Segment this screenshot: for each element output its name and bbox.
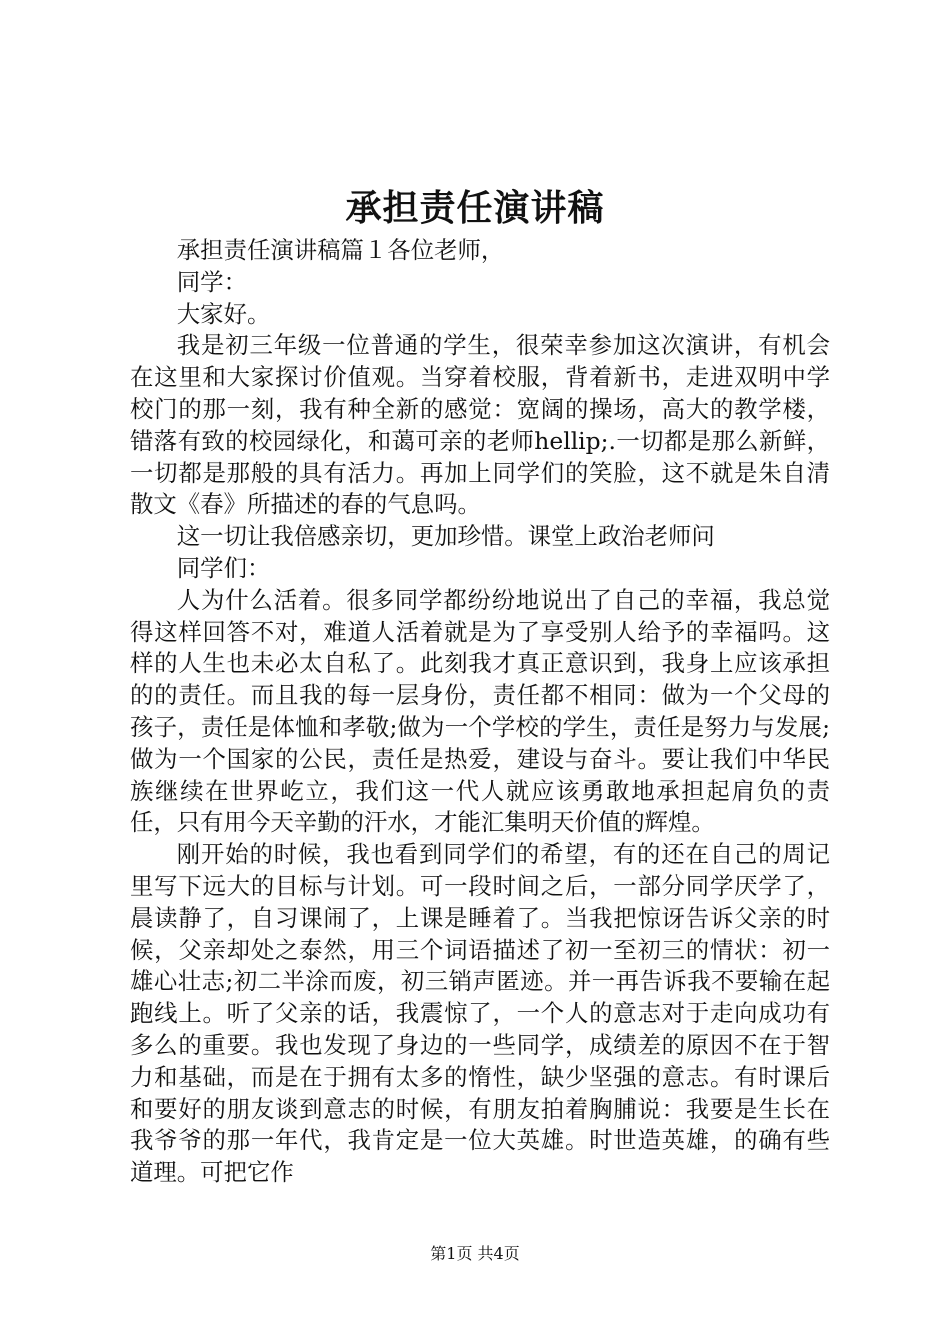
- paragraph: 这一切让我倍感亲切，更加珍惜。课堂上政治老师问: [176, 522, 715, 551]
- paragraph: 承担责任演讲稿篇１各位老师，: [176, 236, 505, 264]
- paragraph: 同学们：: [176, 553, 271, 582]
- page-number-footer: 第1页 共4页: [430, 1244, 520, 1263]
- paragraph: 刚开始的时候，我也看到同学们的希望，有的还在自己的周记里写下远大的目标与计划。可一段时间之后，一部分同学厌学了，晨读静了，自习课闹了，上课是睡着了。当我把惊讶告诉父亲的时候，父亲却处之泰然，用三个词语描述了初一至初三的情状：初一雄心壮志;初二半涂而废，初三销声匿迹。并一再告诉我不要输在起跑线上。听了父亲的话，我震惊了，一个人的意志对于走向成功有多么的重要。我也发现了身边的一些同学，成绩差的原因不在于智力和基础，而是在于拥有太多的惰性，缺少坚强的意志。有时课后和要好的朋友谈到意志的时候，有朋友拍着胸脯说：我要是生长在我爷爷的那一年代，我肯定是一位大英雄。时世造英雄，的确有些道理。可把它作: [130, 840, 830, 1187]
- paragraph: 我是初三年级一位普通的学生，很荣幸参加这次演讲，有机会在这里和大家探讨价值观。当穿着校服，背着新书，走进双明中学校门的那一刻，我有种全新的感觉：宽阔的操场，高大的教学楼，错落有致的校园绿化，和蔼可亲的老师hellip;.一切都是那么新鲜，一切都是那般的具有活力。再加上同学们的笑脸，这不就是朱自清散文《春》所描述的春的气息吗。: [130, 331, 830, 519]
- document-body: [130, 235, 830, 1189]
- paragraph: 人为什么活着。很多同学都纷纷地说出了自己的幸福，我总觉得这样回答不对，难道人活着就是为了享受别人给予的幸福吗。这样的人生也未必太自私了。此刻我才真正意识到，我身上应该承担的的责任。而且我的每一层身份，责任都不相同：做为一个父母的孩子，责任是体恤和孝敬;做为一个学校的学生，责任是努力与发展;做为一个国家的公民，责任是热爱，建设与奋斗。要让我们中华民族继续在世界屹立，我们这一代人就应该勇敢地承担起肩负的责任，只有用今天辛勤的汗水，才能汇集明天价值的辉煌。: [130, 585, 830, 837]
- paragraph: 大家好。: [176, 299, 271, 328]
- document-title: 承担责任演讲稿: [345, 187, 605, 229]
- paragraph: 同学：: [176, 267, 247, 296]
